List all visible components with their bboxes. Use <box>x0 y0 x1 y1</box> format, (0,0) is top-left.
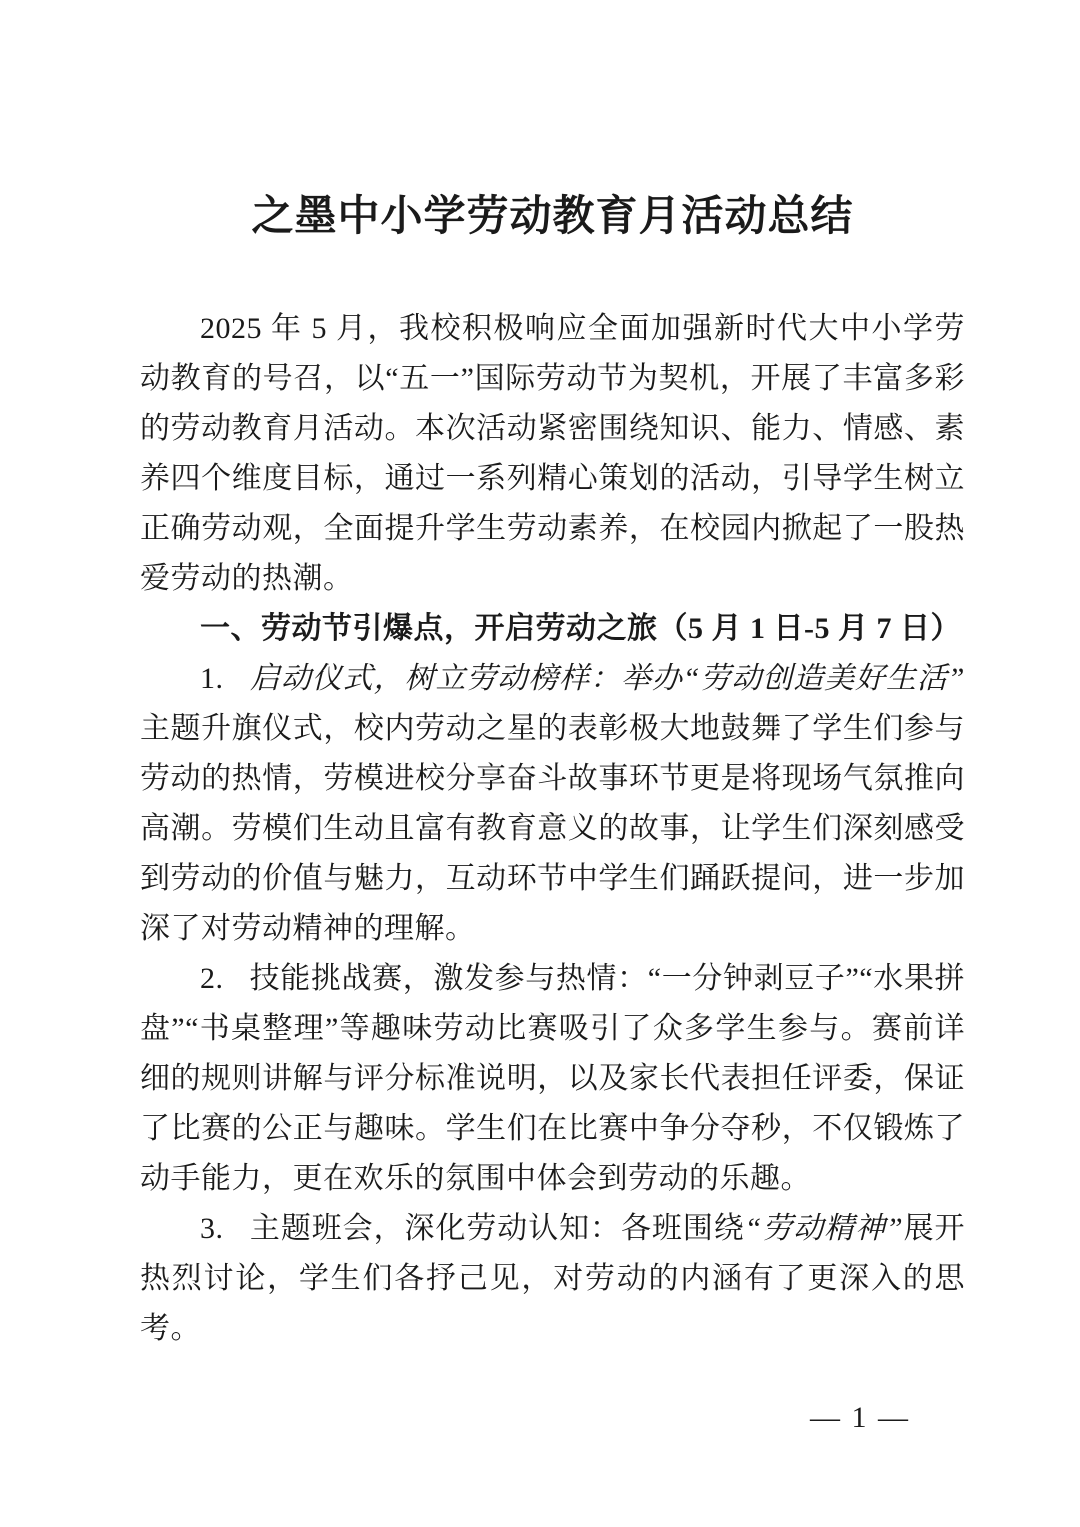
list-item-2 <box>140 954 965 1204</box>
item-3-lead: 主题班会，深化劳动认知： <box>249 1212 621 1245</box>
item-3-number: 3. <box>200 1212 224 1245</box>
item-3-quote: “劳动精神” <box>744 1212 904 1245</box>
item-1-number: 1. <box>200 662 224 695</box>
item-2-text: “一分钟剥豆子”“水果拼盘”“书桌整理”等趣味劳动比赛吸引了众多学生参与。赛前详细的规则讲解与评分标准说明，以及家长代表担任评委，保证了比赛的公正与趣味。学生们在比赛中争分夺秒，不仅锻炼了动手能力，更在欢乐的氛围中体会到劳动的乐趣。 <box>140 962 965 1195</box>
section-heading: 一、劳动节引爆点，开启劳动之旅（5 月 1 日-5 月 7 日） <box>200 612 961 645</box>
list-item-1 <box>140 654 965 954</box>
page-number: — 1 — <box>810 1401 910 1434</box>
item-2-lead: 技能挑战赛，激发参与热情： <box>249 962 648 995</box>
list-item-3 <box>140 1204 965 1354</box>
item-3-text-post: 展开热烈讨论，学生们各抒己见，对劳动的内涵有了更深入的思考。 <box>140 1212 965 1345</box>
intro-paragraph: 2025 年 5 月，我校积极响应全面加强新时代大中小学劳动教育的号召，以“五一”国际劳动节为契机，开展了丰富多彩的劳动教育月活动。本次活动紧密围绕知识、能力、情感、素养四个维度目标，通过一系列精心策划的活动，引导学生树立正确劳动观，全面提升学生劳动素养，在校园内掀起了一股热爱劳动的热潮。 <box>140 312 965 595</box>
item-1-text: 主题升旗仪式，校内劳动之星的表彰极大地鼓舞了学生们参与劳动的热情，劳模进校分享奋斗故事环节更是将现场气氛推向高潮。劳模们生动且富有教育意义的故事，让学生们深刻感受到劳动的价值与魅力，互动环节中学生们踊跃提问，进一步加深了对劳动精神的理解。 <box>140 712 965 945</box>
document-title: 之墨中小学劳动教育月活动总结 <box>251 194 854 240</box>
item-2-number: 2. <box>200 962 224 995</box>
item-3-text-pre: 各班围绕 <box>620 1212 745 1245</box>
item-1-lead: 启动仪式，树立劳动榜样：举办“劳动创造美好生活” <box>249 662 965 695</box>
document-content <box>140 186 965 1354</box>
